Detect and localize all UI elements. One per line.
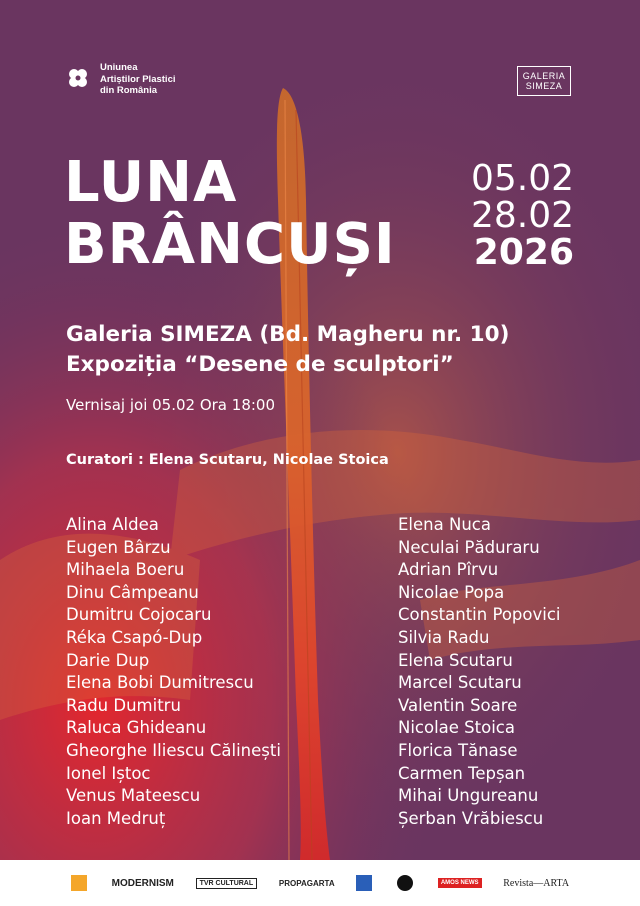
year: 2026 [473, 232, 574, 273]
artist-name: Darie Dup [66, 650, 150, 670]
artist-name: Mihaela Boeru [66, 560, 185, 580]
artist-name: Eugen Bârzu [66, 537, 171, 557]
artist-name: Ionel Iștoc [66, 763, 151, 783]
organizer-line: din România [100, 85, 158, 96]
artists-list-left [66, 514, 281, 830]
artist-name: Carmen Tepșan [398, 763, 526, 783]
artist-name: Elena Bobi Dumitrescu [66, 673, 254, 693]
artist-name: Alina Aldea [66, 515, 159, 534]
sponsors-bar [0, 860, 640, 906]
artist-name: Valentin Soare [398, 695, 518, 715]
opening-info: Vernisaj joi 05.02 Ora 18:00 [66, 396, 275, 414]
sponsor-zile-nopti [397, 875, 416, 891]
start-date: 05.02 [470, 158, 574, 199]
organizer-line: Uniunea [100, 62, 138, 73]
sponsor-tvr-cultural: TVR CULTURAL [196, 878, 258, 889]
exhibition-name: Expoziția “Desene de sculptori” [66, 352, 454, 377]
artist-name: Dumitru Cojocaru [66, 605, 212, 625]
artist-name: Elena Scutaru [398, 650, 513, 670]
title-line: BRÂNCUȘI [64, 212, 396, 277]
artist-name: Neculai Păduraru [398, 537, 540, 557]
artist-name: Șerban Vrăbiescu [398, 808, 544, 828]
clover-logo-icon [66, 66, 90, 90]
title-line: LUNA [64, 150, 238, 215]
artist-name: Radu Dumitru [66, 695, 181, 715]
artist-name: Elena Nuca [398, 515, 491, 534]
artist-name: Raluca Ghideanu [66, 718, 207, 738]
zile-nopti-logo-icon [397, 875, 413, 891]
radio-logo-icon [356, 875, 372, 891]
organizer-line: Artiștilor Plastici [100, 73, 176, 85]
sponsor-radio-romania-cultural [71, 875, 90, 891]
venue-info [66, 320, 509, 380]
galeria-simeza-logo [517, 66, 571, 96]
artist-name: Mihai Ungureanu [398, 786, 539, 806]
artist-name: Nicolae Popa [398, 582, 505, 602]
artists-list-right [398, 514, 561, 830]
artist-name: Silvia Radu [398, 627, 490, 647]
radio-logo-icon [71, 875, 87, 891]
organizer-block [66, 62, 176, 97]
artist-name: Ioan Medruț [66, 808, 166, 828]
sponsor-propagarta: PROPAGARTA [278, 878, 335, 888]
sponsor-modernism: MODERNISM [111, 877, 174, 889]
artist-name: Marcel Scutaru [398, 673, 522, 693]
artist-name: Florica Tănase [398, 740, 518, 760]
gallery-logo-line: GALERIA [522, 71, 566, 81]
artist-name: Dinu Câmpeanu [66, 582, 199, 602]
artist-name: Nicolae Stoica [398, 718, 515, 738]
artist-name: Réka Csapó-Dup [66, 627, 203, 647]
artist-name: Gheorghe Iliescu Călinești [66, 740, 281, 760]
sponsor-amos-news: AMOS NEWS [438, 878, 482, 888]
artist-name: Venus Mateescu [66, 786, 201, 806]
sponsor-radio-romania [356, 875, 375, 891]
end-date: 28.02 [470, 195, 574, 236]
exhibition-dates [471, 160, 574, 271]
gallery-logo-line: SIMEZA [525, 81, 563, 91]
curators: Curatori : Elena Scutaru, Nicolae Stoica [66, 452, 389, 468]
artist-name: Constantin Popovici [398, 605, 561, 625]
organizer-name [100, 62, 176, 97]
sponsor-revista-arta: Revista—ARTA [503, 877, 570, 889]
artist-name: Adrian Pîrvu [398, 560, 499, 580]
poster-title [64, 152, 396, 276]
venue-line: Galeria SIMEZA (Bd. Magheru nr. 10) [66, 322, 510, 347]
